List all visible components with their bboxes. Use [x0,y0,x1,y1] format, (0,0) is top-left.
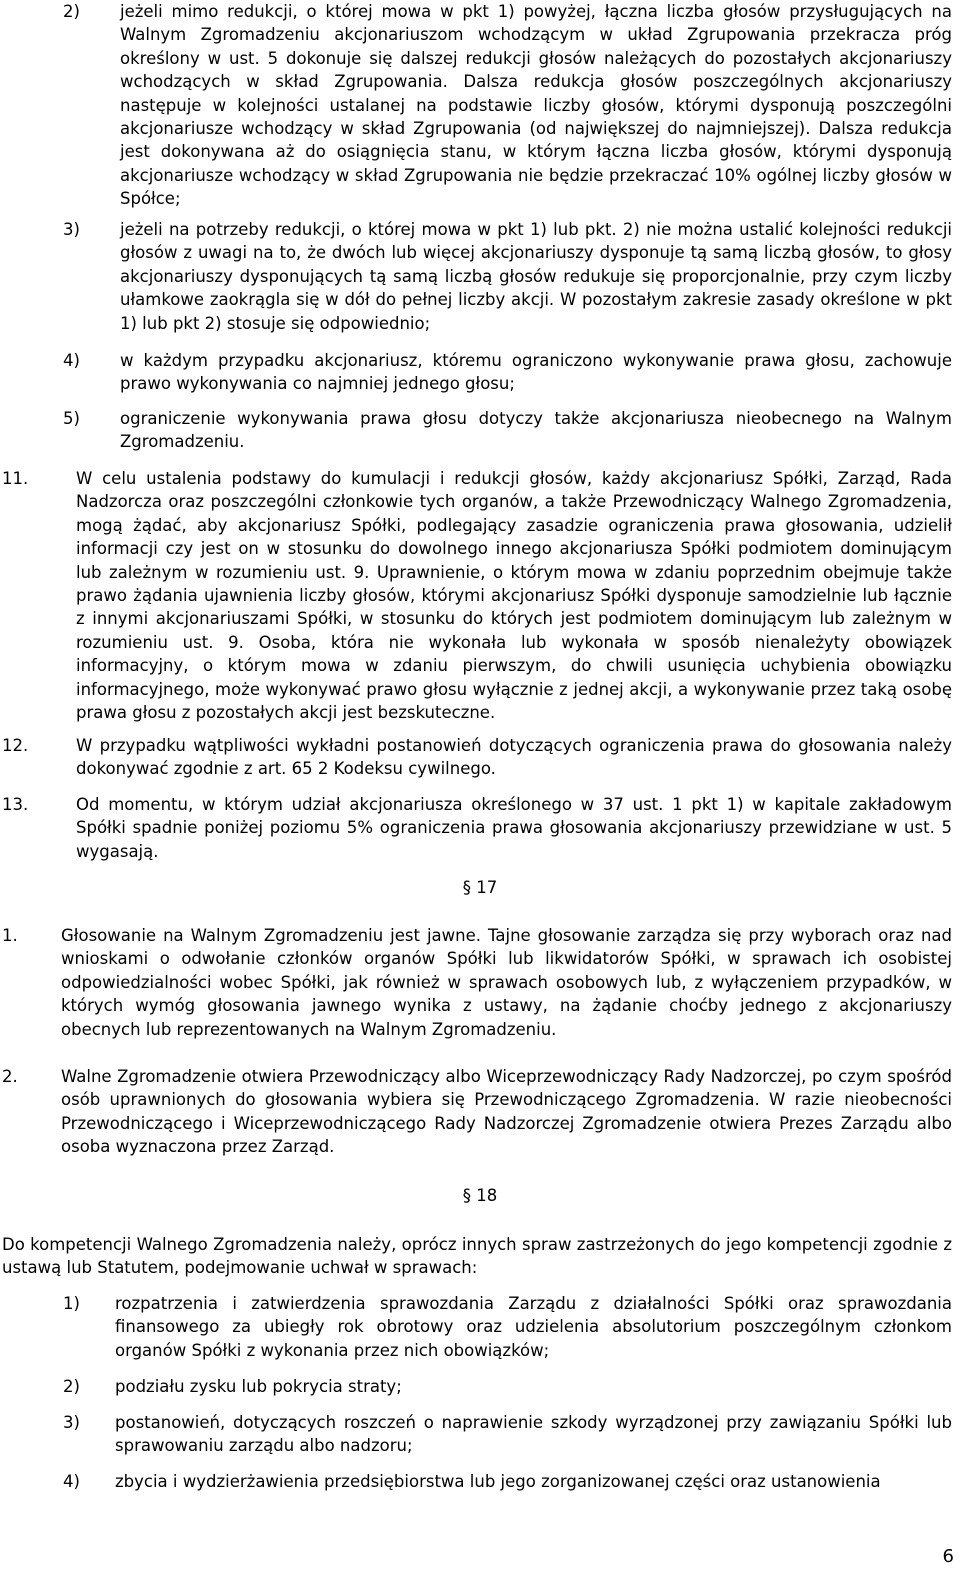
list-item [63,1411,952,1458]
item-text: ograniczenie wykonywania prawa głosu dotyczy także akcjonariusza nieobecnego na Walnym Zgromadzeniu. [120,409,952,452]
list-item [63,1375,952,1398]
item-text: w każdym przypadku akcjonariusz, któremu ograniczono wykonywanie prawa głosu, zachowuje prawo wykonywania co najmniej jednego głosu; [120,351,952,394]
page-number: 6 [942,1545,954,1567]
point-text: Walne Zgromadzenie otwiera Przewodniczący albo Wiceprzewodniczący Rady Nadzorczej, po czym spośród osób uprawnionych do głosowania wybiera się Przewodniczącego Zgromadzenia. W razie nieobecności Przewodniczącego i Wiceprzewodniczącego Rady Nadzorczej Zgromadzenie otwiera Prezes Zarządu albo osoba wyznaczona przez Zarząd. [61,1067,952,1157]
item-text: rozpatrzenia i zatwierdzenia sprawozdania Zarządu z działalności Spółki oraz sprawozdania finansowego za ubiegły rok obrotowy oraz udzielenia absolutorium poszczególnym członkom organów Spółki z wykonania przez nich obowiązków; [115,1294,952,1360]
point-number: 11. [2,469,29,488]
item-text: zbycia i wydzierżawienia przedsiębiorstwa lub jego zorganizowanej części oraz ustanowienia [115,1472,881,1491]
point-number: 1. [2,926,18,945]
item-text: podziału zysku lub pokrycia straty; [115,1377,402,1396]
item-number: 4) [63,351,80,370]
list-item [63,407,952,454]
point-number: 12. [2,736,29,755]
item-text: jeżeli na potrzeby redukcji, o której mowa w pkt 1) lub pkt. 2) nie można ustalić kolejności redukcji głosów z uwagi na to, że dwóch lub więcej akcjonariuszy dysponuje tą samą liczbą głosów, to głosy akcjonariuszy dysponujących tą samą liczbą głosów redukuje się proporcjonalnie, przy czym liczby ułamkowe zaokrągla się w dół do pełnej liczby akcji. W pozostałym zakresie zasady określone w pkt 1) lub pkt 2) stosuje się odpowiednio; [120,220,952,333]
list-item [63,1470,952,1493]
list-item [63,218,952,335]
section-number: 18 [476,1186,498,1205]
list-item [63,0,952,211]
item-number: 3) [63,220,80,239]
list-item [2,1065,952,1159]
list-item [2,793,952,863]
list-item [2,467,952,724]
section-heading [0,876,960,899]
item-number: 1) [63,1294,80,1313]
section-number: 17 [476,878,498,897]
item-text: jeżeli mimo redukcji, o której mowa w pkt 1) powyżej, łączna liczba głosów przysługujących na Walnym Zgromadzeniu akcjonariuszom wchodzącym w układ Zgrupowania przekracza próg określony w ust. 5 dokonuje się dalszej redukcji głosów należących do pozostałych akcjonariuszy wchodzących w skład Zgrupowania. Dalsza redukcja głosów poszczególnych akcjonariuszy następuje w kolejności ustalanej na podstawie liczby głosów, którymi dysponują poszczególni akcjonariusze wchodzący w skład Zgrupowania (od największej do najmniejszej). Dalsza redukcja jest dokonywana aż do osiągnięcia stanu, w którym łączna liczba głosów, którymi dysponują akcjonariusze wchodzący w skład Zgrupowania nie będzie przekraczać 10% ogólnej liczby głosów w Spółce; [120,2,952,209]
item-number: 4) [63,1472,80,1491]
list-item [2,734,952,781]
list-item [63,349,952,396]
item-number: 5) [63,409,80,428]
point-text: Głosowanie na Walnym Zgromadzeniu jest jawne. Tajne głosowanie zarządza się przy wyborach oraz nad wnioskami o odwołanie członków organów Spółki lub likwidatorów Spółki, w sprawach ich osobistej odpowiedzialności wobec Spółki, jak również w sprawach osobowych lub, z wyłączeniem przypadków, w których wymóg głosowania jawnego wynika z ustawy, na żądanie choćby jednego z akcjonariuszy obecnych lub reprezentowanych na Walnym Zgromadzeniu. [61,926,952,1039]
point-text: W celu ustalenia podstawy do kumulacji i redukcji głosów, każdy akcjonariusz Spółki, Zarząd, Rada Nadzorcza oraz poszczególni członkowie tych organów, a także Przewodniczący Walnego Zgromadzenia, mogą żądać, aby akcjonariusz Spółki, podlegający zasadzie ograniczenia prawa głosowania, udzielił informacji czy jest on w stosunku do dowolnego innego akcjonariusza Spółki podmiotem dominującym lub zależnym w rozumieniu ust. 9. Uprawnienie, o którym mowa w zdaniu poprzednim obejmuje także prawo żądania ujawnienia liczby głosów, którymi akcjonariusz Spółki dysponuje samodzielnie lub łącznie z innymi akcjonariuszami Spółki, w stosunku do których jest podmiotem dominującym lub zależnym w rozumieniu ust. 9. Osoba, która nie wykonała lub wykonała w sposób nienależyty obowiązek informacyjny, o którym mowa w zdaniu pierwszym, do chwili usunięcia uchybienia obowiązku informacyjnego, może wykonywać prawo głosu wyłącznie z jednej akcji, a wykonywanie przez taką osobę prawa głosu z pozostałych akcji jest bezskuteczne. [76,469,952,723]
item-number: 2) [63,2,80,21]
item-number: 3) [63,1413,80,1432]
point-text: W przypadku wątpliwości wykładni postanowień dotyczących ograniczenia prawa do głosowania należy dokonywać zgodnie z art. 65 2 Kodeksu cywilnego. [76,736,952,779]
point-text: Od momentu, w którym udział akcjonariusza określonego w 37 ust. 1 pkt 1) w kapitale zakładowym Spółki spadnie poniżej poziomu 5% ograniczenia prawa głosowania akcjonariuszy przewidziane w ust. 5 wygasają. [76,795,952,861]
point-number: 13. [2,795,29,814]
section-sign: § [462,878,477,897]
section-heading [0,1184,960,1207]
section-sign: § [462,1186,477,1205]
list-item [63,1292,952,1362]
point-number: 2. [2,1067,18,1086]
list-item [2,924,952,1041]
item-number: 2) [63,1377,80,1396]
item-text: postanowień, dotyczących roszczeń o naprawienie szkody wyrządzonej przy zawiązaniu Spółki lub sprawowaniu zarządu albo nadzoru; [115,1413,952,1456]
section-intro: Do kompetencji Walnego Zgromadzenia należy, oprócz innych spraw zastrzeżonych do jego kompetencji zgodnie z ustawą lub Statutem, podejmowanie uchwał w sprawach: [2,1235,952,1278]
